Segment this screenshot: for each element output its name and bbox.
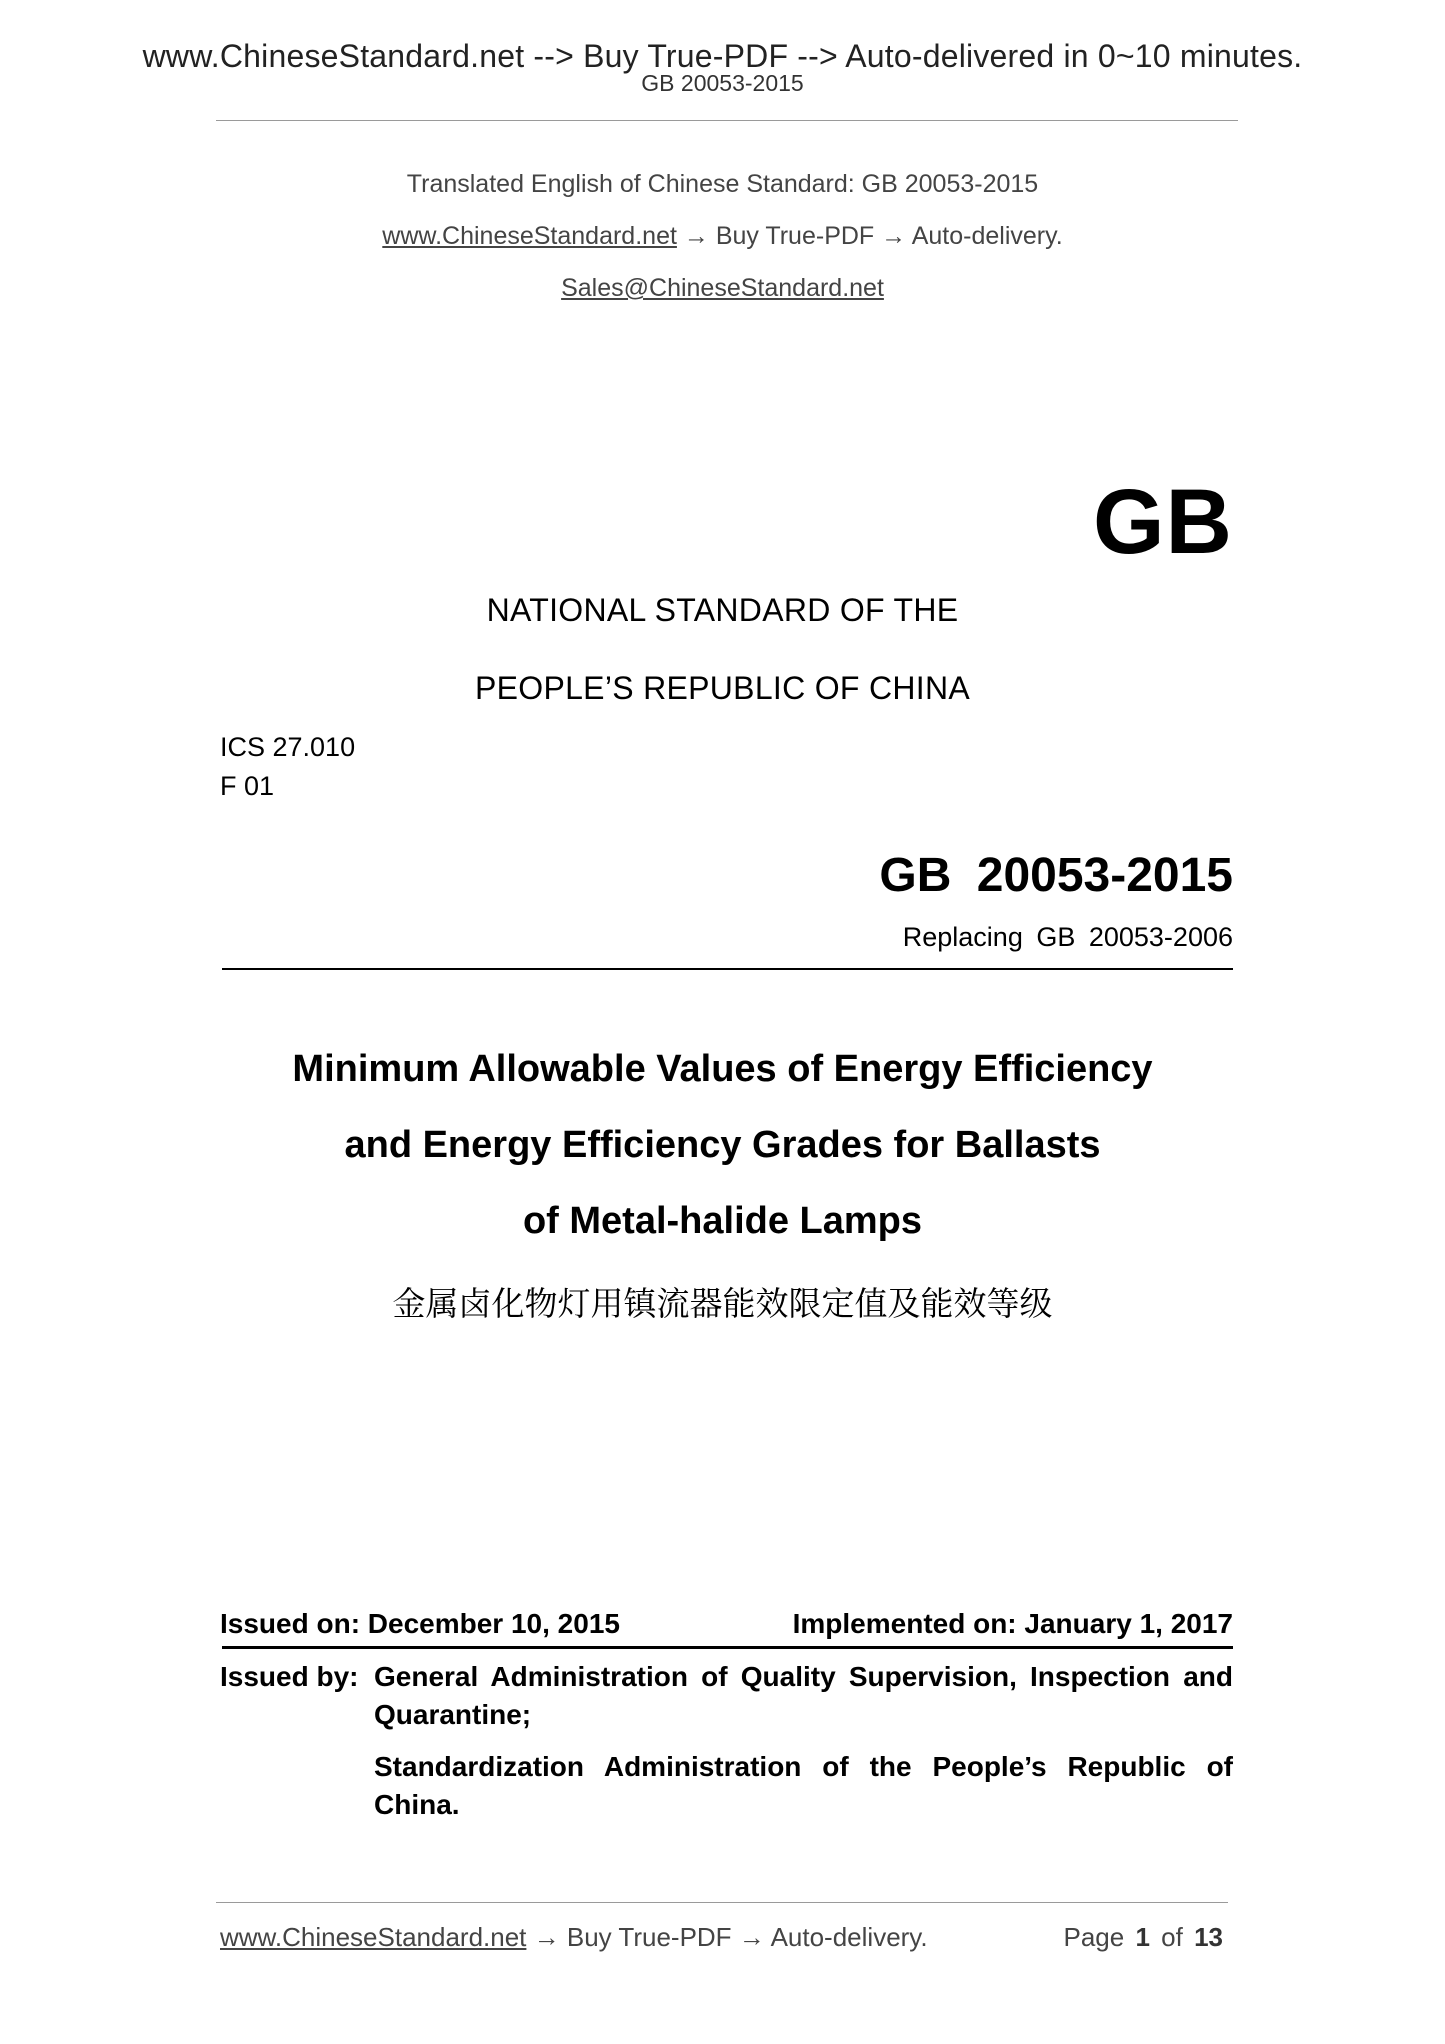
header-divider [216, 120, 1238, 121]
page-indicator [1063, 1922, 1223, 1953]
page-label: Page [1063, 1922, 1125, 1952]
footer-site-link[interactable]: www.ChineseStandard.net [220, 1922, 527, 1952]
footer-site [220, 1922, 928, 1953]
title-line2: and Energy Efficiency Grades for Ballasts [344, 1124, 1101, 1166]
issued-on: Issued on: December 10, 2015 [220, 1608, 620, 1639]
replacing-note: Replacing GB 20053-2006 [902, 922, 1233, 952]
email-link[interactable]: Sales@ChineseStandard.net [561, 274, 884, 302]
top-banner: www.ChineseStandard.net --> Buy True-PDF --> Auto-delivered in 0~10 minutes. [142, 38, 1303, 74]
title-line1: Minimum Allowable Values of Energy Efficiency [292, 1048, 1153, 1090]
site-line [0, 222, 1445, 251]
footer-divider [216, 1902, 1228, 1903]
implemented-on: Implemented on: January 1, 2017 [792, 1608, 1233, 1639]
ccs-code: F 01 [220, 771, 275, 801]
issuer-1: General Administration of Quality Supervision, Inspection and Quarantine; [374, 1661, 1233, 1730]
email-line [0, 274, 1445, 303]
translated-note: Translated English of Chinese Standard: GB 20053-2015 [406, 170, 1039, 198]
gb-mark: GB [1093, 471, 1233, 573]
issuer-2: Standardization Administration of the People’s Republic of China. [374, 1751, 1233, 1820]
site-link[interactable]: www.ChineseStandard.net [382, 222, 677, 250]
page-total: 13 [1194, 1922, 1223, 1952]
national-standard-line1: NATIONAL STANDARD OF THE [486, 592, 959, 628]
issue-divider [222, 1646, 1233, 1649]
site-line-rest: → Buy True-PDF → Auto-delivery. [676, 222, 1063, 250]
national-standard-line2: PEOPLE’S REPUBLIC OF CHINA [474, 670, 971, 706]
standard-number: GB 20053-2015 [879, 849, 1233, 902]
ics-code: ICS 27.010 [220, 732, 356, 762]
page-of: of [1161, 1922, 1183, 1952]
title-line3: of Metal-halide Lamps [522, 1200, 923, 1242]
footer-site-rest: → Buy True-PDF → Auto-delivery. [526, 1922, 928, 1952]
issued-by-label: Issued by: [220, 1661, 359, 1692]
page-current: 1 [1135, 1922, 1150, 1952]
cover-divider [222, 968, 1233, 970]
header-standard-code: GB 20053-2015 [641, 70, 804, 96]
chinese-title: 金属卤化物灯用镇流器能效限定值及能效等级 [392, 1284, 1053, 1323]
